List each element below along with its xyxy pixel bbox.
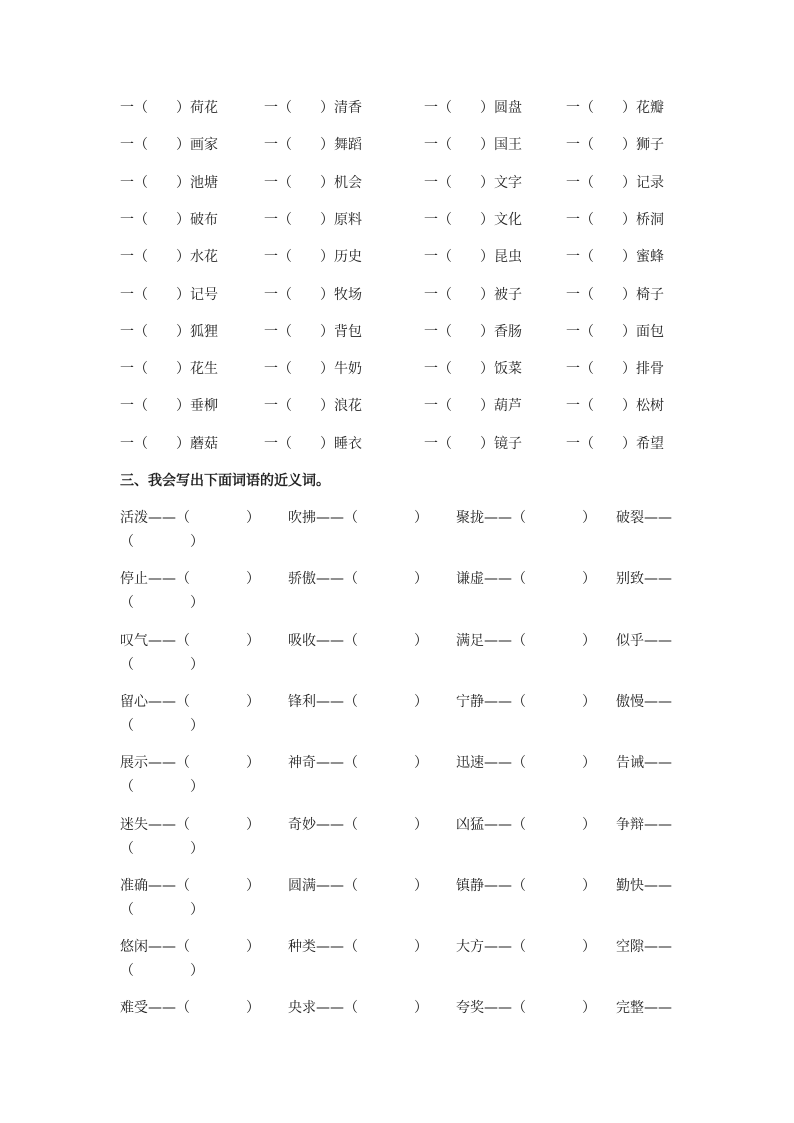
synonym-wrapped-blank[interactable]: （ ） [120, 595, 204, 612]
measure-word-item[interactable]: 一（ ）文字 [424, 174, 522, 191]
synonym-item[interactable]: 吹拂——（ ） [288, 510, 428, 526]
synonym-item[interactable]: 傲慢—— [616, 693, 672, 710]
measure-word-item[interactable]: 一（ ）昆虫 [424, 249, 522, 266]
synonym-item[interactable]: 聚拢——（ ） [456, 510, 596, 526]
synonym-row [0, 753, 794, 801]
synonym-item[interactable]: 神奇——（ ） [288, 755, 428, 772]
measure-word-item[interactable]: 一（ ）牧场 [264, 286, 362, 303]
synonym-row [0, 937, 794, 985]
measure-word-row [0, 135, 794, 159]
synonym-row [0, 508, 794, 556]
synonym-item[interactable]: 叹气——（ ） [120, 632, 260, 649]
synonym-item[interactable]: 圆满——（ ） [288, 877, 428, 894]
synonym-item[interactable]: 锋利——（ ） [288, 693, 428, 710]
measure-word-item[interactable]: 一（ ）被子 [424, 286, 522, 303]
measure-word-item[interactable]: 一（ ）饭菜 [424, 361, 522, 378]
synonym-item[interactable]: 完整—— [616, 1000, 672, 1017]
measure-word-item[interactable]: 一（ ）牛奶 [264, 361, 362, 378]
measure-word-item[interactable]: 一（ ）狐狸 [120, 323, 218, 340]
synonym-item[interactable]: 迷失——（ ） [120, 816, 260, 833]
measure-word-item[interactable]: 一（ ）历史 [264, 249, 362, 266]
measure-word-item[interactable]: 一（ ）机会 [264, 174, 362, 191]
synonym-item[interactable]: 准确——（ ） [120, 877, 260, 894]
synonym-item[interactable]: 谦虚——（ ） [456, 571, 596, 588]
synonym-wrapped-blank[interactable]: （ ） [120, 534, 204, 550]
measure-word-item[interactable]: 一（ ）清香 [264, 100, 362, 116]
synonym-row [0, 569, 794, 617]
synonym-item[interactable]: 吸收——（ ） [288, 632, 428, 649]
measure-word-row [0, 247, 794, 271]
measure-word-item[interactable]: 一（ ）香肠 [424, 323, 522, 340]
synonym-item[interactable]: 大方——（ ） [456, 939, 596, 956]
measure-word-item[interactable]: 一（ ）蘑菇 [120, 435, 218, 452]
measure-word-row [0, 434, 794, 458]
measure-word-item[interactable]: 一（ ）花生 [120, 361, 218, 378]
measure-word-row [0, 210, 794, 234]
measure-word-item[interactable]: 一（ ）椅子 [566, 286, 664, 303]
synonym-item[interactable]: 活泼——（ ） [120, 510, 260, 526]
measure-word-item[interactable]: 一（ ）镜子 [424, 435, 522, 452]
synonym-item[interactable]: 宁静——（ ） [456, 693, 596, 710]
synonym-item[interactable]: 展示——（ ） [120, 755, 260, 772]
synonym-item[interactable]: 破裂—— [616, 510, 672, 526]
synonym-item[interactable]: 停止——（ ） [120, 571, 260, 588]
synonym-item[interactable]: 满足——（ ） [456, 632, 596, 649]
measure-word-item[interactable]: 一（ ）面包 [566, 323, 664, 340]
section-3-heading: 三、我会写出下面词语的近义词。 [120, 473, 330, 489]
synonym-item[interactable]: 难受——（ ） [120, 1000, 260, 1017]
synonym-row [0, 631, 794, 679]
measure-word-row [0, 285, 794, 309]
synonym-item[interactable]: 夸奖——（ ） [456, 1000, 596, 1017]
synonym-row [0, 815, 794, 863]
measure-word-item[interactable]: 一（ ）蜜蜂 [566, 249, 664, 266]
synonym-item[interactable]: 镇静——（ ） [456, 877, 596, 894]
synonym-item[interactable]: 争辩—— [616, 816, 672, 833]
synonym-item[interactable]: 迅速——（ ） [456, 755, 596, 772]
measure-word-item[interactable]: 一（ ）葫芦 [424, 398, 522, 415]
synonym-item[interactable]: 骄傲——（ ） [288, 571, 428, 588]
measure-word-item[interactable]: 一（ ）舞蹈 [264, 137, 362, 154]
synonym-item[interactable]: 凶猛——（ ） [456, 816, 596, 833]
synonym-item[interactable]: 勤快—— [616, 877, 672, 894]
measure-word-item[interactable]: 一（ ）睡衣 [264, 435, 362, 452]
synonym-wrapped-blank[interactable]: （ ） [120, 779, 204, 796]
synonym-item[interactable]: 别致—— [616, 571, 672, 588]
synonym-row [0, 692, 794, 740]
measure-word-item[interactable]: 一（ ）池塘 [120, 174, 218, 191]
synonym-wrapped-blank[interactable]: （ ） [120, 717, 204, 734]
measure-word-item[interactable]: 一（ ）松树 [566, 398, 664, 415]
measure-word-item[interactable]: 一（ ）记号 [120, 286, 218, 303]
synonym-row [0, 876, 794, 924]
measure-word-item[interactable]: 一（ ）破布 [120, 211, 218, 228]
synonym-item[interactable]: 央求——（ ） [288, 1000, 428, 1017]
measure-word-item[interactable]: 一（ ）花瓣 [566, 100, 664, 116]
measure-word-item[interactable]: 一（ ）圆盘 [424, 100, 522, 116]
synonym-item[interactable]: 似乎—— [616, 632, 672, 649]
measure-word-item[interactable]: 一（ ）狮子 [566, 137, 664, 154]
measure-word-row [0, 322, 794, 346]
measure-word-item[interactable]: 一（ ）背包 [264, 323, 362, 340]
measure-word-item[interactable]: 一（ ）排骨 [566, 361, 664, 378]
synonym-wrapped-blank[interactable]: （ ） [120, 901, 204, 918]
synonym-wrapped-blank[interactable]: （ ） [120, 840, 204, 857]
measure-word-item[interactable]: 一（ ）垂柳 [120, 398, 218, 415]
measure-word-item[interactable]: 一（ ）浪花 [264, 398, 362, 415]
measure-word-row [0, 396, 794, 420]
synonym-row [0, 998, 794, 1046]
synonym-item[interactable]: 空隙—— [616, 939, 672, 956]
synonym-item[interactable]: 告诫—— [616, 755, 672, 772]
synonym-item[interactable]: 种类——（ ） [288, 939, 428, 956]
synonym-item[interactable]: 留心——（ ） [120, 693, 260, 710]
measure-word-item[interactable]: 一（ ）国王 [424, 137, 522, 154]
measure-word-row [0, 173, 794, 197]
measure-word-row [0, 359, 794, 383]
measure-word-item[interactable]: 一（ ）原料 [264, 211, 362, 228]
measure-word-row [0, 98, 794, 122]
measure-word-item[interactable]: 一（ ）水花 [120, 249, 218, 266]
measure-word-item[interactable]: 一（ ）画家 [120, 137, 218, 154]
synonym-item[interactable]: 奇妙——（ ） [288, 816, 428, 833]
synonym-wrapped-blank[interactable]: （ ） [120, 656, 204, 673]
measure-word-item[interactable]: 一（ ）文化 [424, 211, 522, 228]
measure-word-item[interactable]: 一（ ）桥洞 [566, 211, 664, 228]
measure-word-item[interactable]: 一（ ）荷花 [120, 100, 218, 116]
synonym-item[interactable]: 悠闲——（ ） [120, 939, 260, 956]
synonym-wrapped-blank[interactable]: （ ） [120, 963, 204, 980]
measure-word-item[interactable]: 一（ ）记录 [566, 174, 664, 191]
measure-word-item[interactable]: 一（ ）希望 [566, 435, 664, 452]
